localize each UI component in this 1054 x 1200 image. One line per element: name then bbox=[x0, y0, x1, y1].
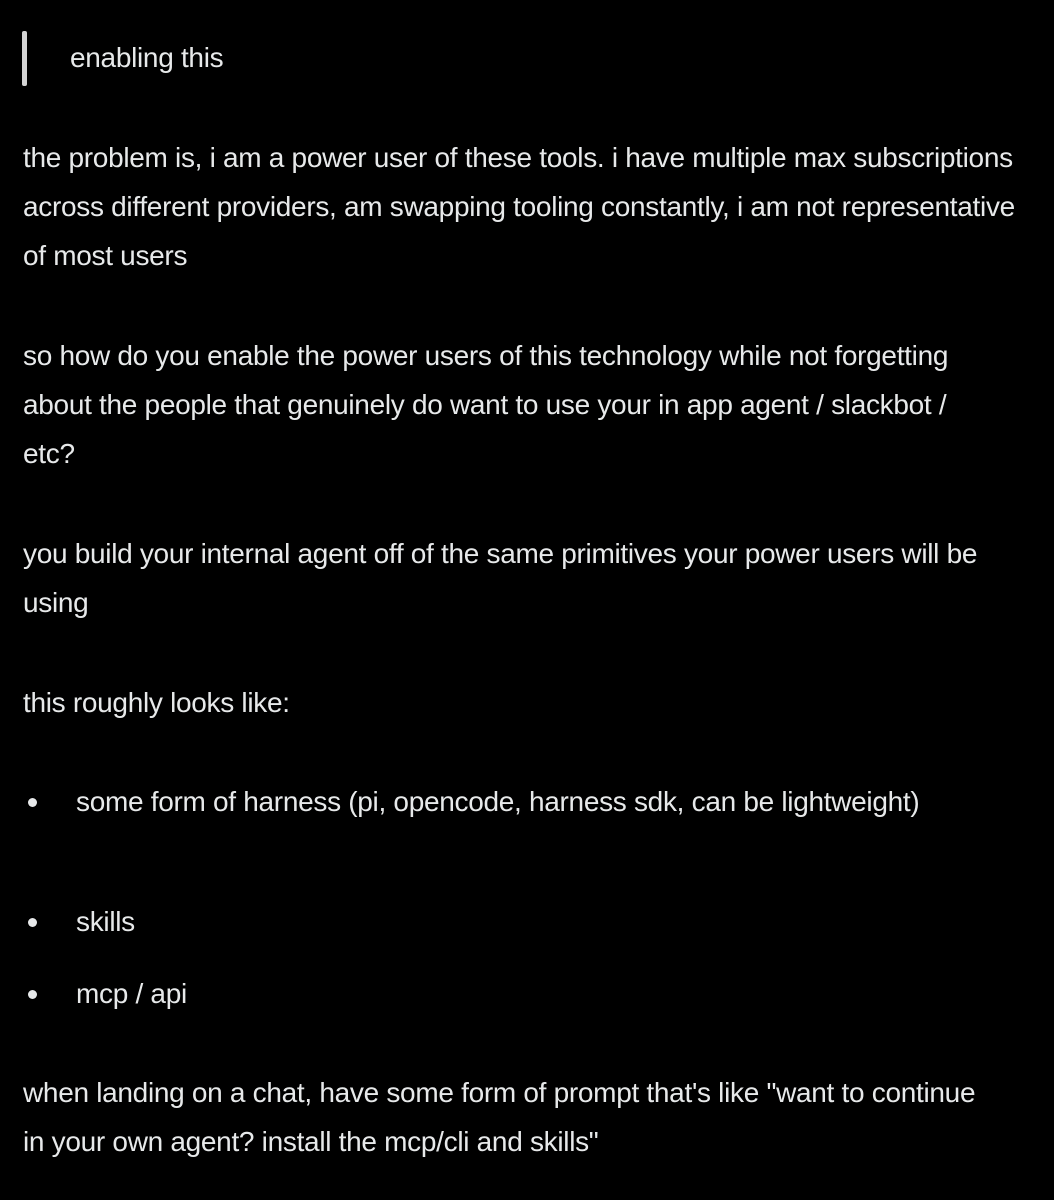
list-item-text: skills bbox=[76, 906, 135, 937]
list-item-text: mcp / api bbox=[76, 978, 187, 1009]
paragraph-intro-list: this roughly looks like: bbox=[23, 687, 290, 718]
list-item-text: some form of harness (pi, opencode, harness sdk, can be lightweight) bbox=[76, 786, 920, 817]
bullet-icon bbox=[28, 798, 37, 807]
quote-bar bbox=[22, 31, 27, 86]
paragraph-closing: when landing on a chat, have some form of prompt that's like "want to continue in your own agent? install the mcp/cli and skills" bbox=[23, 1077, 976, 1157]
quote-text: enabling this bbox=[70, 42, 224, 73]
paragraph-question: so how do you enable the power users of this technology while not forgetting about the people that genuinely do want to use your in app agent / slackbot / etc? bbox=[23, 340, 949, 469]
bullet-icon bbox=[28, 918, 37, 927]
bullet-icon bbox=[28, 990, 37, 999]
paragraph-primitives: you build your internal agent off of the same primitives your power users will be using bbox=[23, 538, 978, 618]
paragraph-problem: the problem is, i am a power user of these tools. i have multiple max subscriptions across different providers, am swapping tooling constantly, i am not representative of most users bbox=[23, 142, 1015, 271]
